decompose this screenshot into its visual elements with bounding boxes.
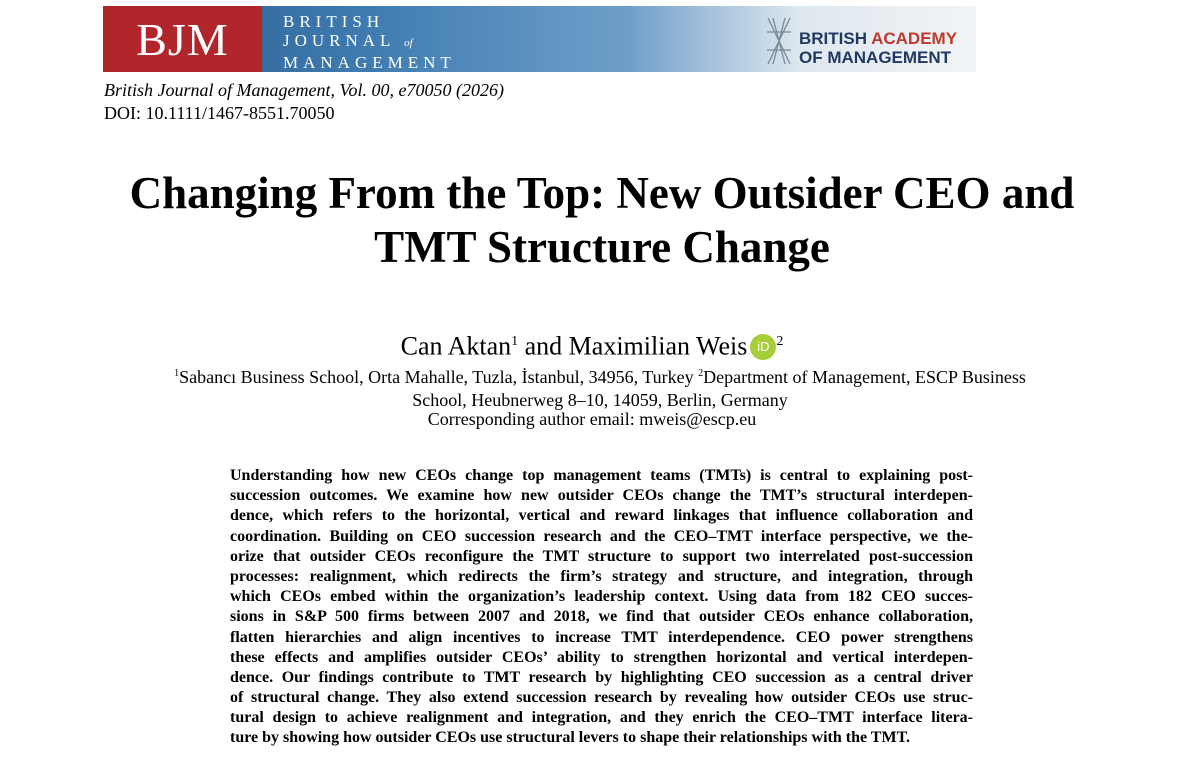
abstract-line: ture by showing how outsider CEOs use structural levers to shape their relationships with the TMT. xyxy=(230,729,911,747)
affiliations xyxy=(110,362,1090,412)
abstract-line: processes: realignment, which redirects the firm’s strategy and structure, and integration, through xyxy=(230,567,973,585)
abstract-line: coordination. Building on CEO succession research and the CEO–TMT interface perspective, we the- xyxy=(230,527,973,545)
academy-name-word: BRITISH xyxy=(799,29,867,48)
abstract-line: of structural change. They also extend succession research by revealing how outsider CEOs use struc- xyxy=(230,689,973,707)
abstract-line: tural design to achieve realignment and integration, and they enrich the CEO–TMT interface litera- xyxy=(230,709,973,727)
title-line: Changing From the Top: New Outsider CEO and xyxy=(129,168,1075,218)
journal-name xyxy=(283,12,456,72)
authors xyxy=(0,325,1184,364)
abstract-line: dence. Our findings contribute to TMT research by highlighting CEO succession as a central driver xyxy=(230,668,973,686)
affil-sup: 1 xyxy=(174,368,180,379)
title-line: TMT Structure Change xyxy=(374,222,830,272)
journal-name-line: BRITISH xyxy=(283,12,385,31)
author-name: Can Aktan xyxy=(400,331,512,361)
journal-logo xyxy=(103,6,262,72)
academy-name-accent: ACADEMY xyxy=(871,29,958,48)
affiliation-2-cont: School, Heubnerweg 8–10, 14059, Berlin, Germany xyxy=(412,390,788,410)
abstract-line: Understanding how new CEOs change top management teams (TMTs) is central to explaining post- xyxy=(230,467,973,484)
abstract-line: which CEOs embed within the organization’s leadership context. Using data from 182 CEO succes- xyxy=(230,588,973,606)
abstract-line: flatten hierarchies and align incentives to increase TMT interdependence. CEO power strengthens xyxy=(230,628,973,646)
journal-logo-text: BJM xyxy=(136,13,229,65)
journal-name-line: MANAGEMENT xyxy=(283,53,456,72)
author-name: Maximilian Weis xyxy=(568,331,748,361)
affil-sup: 2 xyxy=(698,368,704,379)
author-affil-sup: 2 xyxy=(776,334,784,349)
corresponding-email: Corresponding author email: mweis@escp.eu xyxy=(427,409,757,429)
abstract-line: succession outcomes. We examine how new outsider CEOs change the TMT’s structural interdepen- xyxy=(230,487,973,505)
academy-name xyxy=(799,29,957,67)
journal-banner xyxy=(103,6,976,72)
journal-name-line: JOURNAL of xyxy=(283,31,413,50)
abstract-line: dence, which refers to the horizontal, vertical and reward linkages that influence collaboration and xyxy=(230,507,973,525)
academy-name-line2: OF MANAGEMENT xyxy=(799,48,952,67)
abstract-line: sions in S&P 500 firms between 2007 and 2018, we find that outsider CEOs enhance collaboration, xyxy=(230,608,973,626)
academy-logo xyxy=(765,16,975,66)
citation: British Journal of Management, Vol. 00, e70050 (2026) xyxy=(104,80,504,100)
abstract-line: orize that outsider CEOs reconfigure the TMT structure to support two interrelated post-succession xyxy=(230,547,973,565)
paper-title xyxy=(60,166,1144,274)
academy-mark-icon xyxy=(765,16,793,66)
author-affil-sup: 1 xyxy=(511,334,519,349)
abstract-line: these effects and amplifies outsider CEOs’ ability to strengthen horizontal and vertical interdepen- xyxy=(230,648,973,666)
affiliation-1: Sabancı Business School, Orta Mahalle, Tuzla, İstanbul, 34956, Turkey xyxy=(179,367,694,387)
orcid-icon[interactable]: iD xyxy=(750,334,776,360)
journal-name-of: of xyxy=(404,37,413,49)
doi: DOI: 10.1111/1467-8551.70050 xyxy=(104,103,335,123)
abstract xyxy=(230,466,973,749)
affiliation-2: Department of Management, ESCP Business xyxy=(703,367,1026,387)
author-conjunction: and xyxy=(524,331,563,361)
